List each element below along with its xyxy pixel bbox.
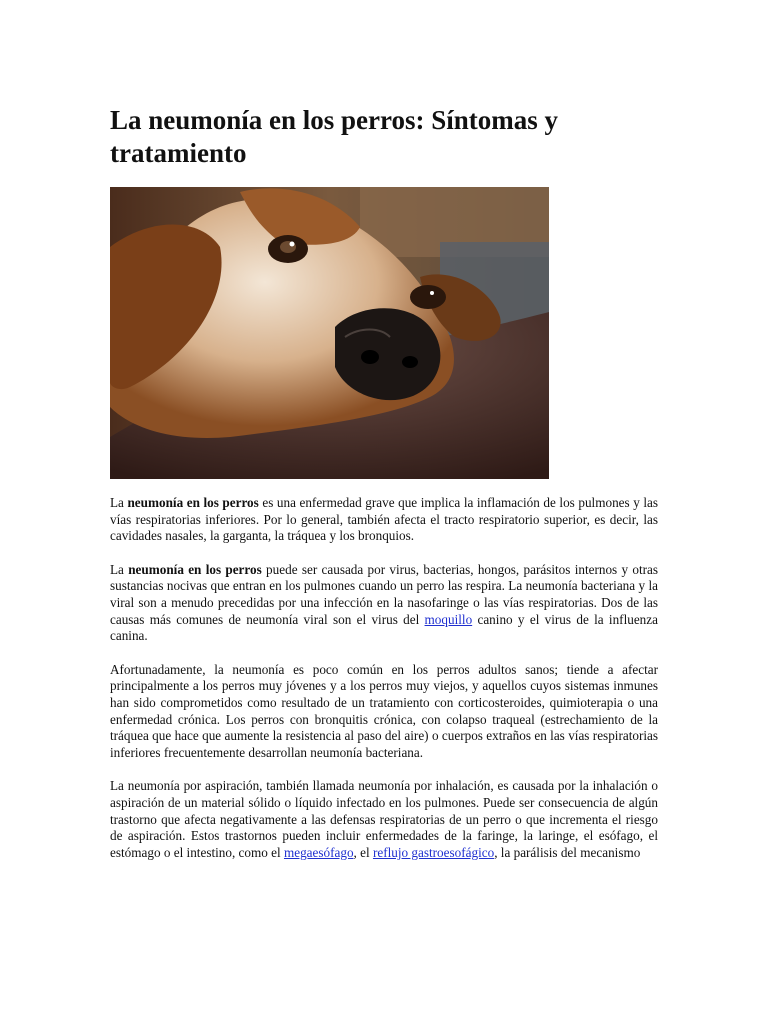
paragraph-4 <box>110 778 658 861</box>
paragraph-2 <box>110 562 658 645</box>
paragraph-2-text-2: puede ser causada por virus, bacterias, hongos, parásitos internos y otras sustancias nocivas que entran en los pulmones cuando un perro las respira. La neumonía bacteriana y la viral son a menudo precedidas por una infección en la nasofaringe o las vías respiratorias. Dos de las causas más comunes de neumonía viral son el virus del <box>110 561 659 627</box>
paragraph-2-text-1: La <box>110 561 129 577</box>
beagle-photo <box>110 187 549 479</box>
article-body <box>110 495 658 878</box>
paragraph-4-text-2: , el <box>353 844 373 860</box>
beagle-illustration <box>110 187 549 479</box>
link-reflujo-gastroesofagico[interactable]: reflujo gastroesofágico <box>372 844 495 860</box>
paragraph-3-text-1: Afortunadamente, la neumonía es poco común en los perros adultos sanos; tiende a afectar principalmente a los perros muy jóvenes y a los perros muy viejos, y aquellos cuyos sistemas inmunes han sido comprometidos como resultado de un tratamiento con corticosteroides, quimioterapia o una enfermedad crónica. Los perros con bronquitis crónica, con colapso traqueal (estrechamiento de la tráquea que hace que aumente la resistencia al paso del aire) o cuerpos extraños en las vías respiratorias inferiores frecuentemente desarrollan neumonía bacteriana. <box>110 661 658 760</box>
link-megaesofago[interactable]: megaesófago <box>283 844 354 860</box>
paragraph-1-text-2: es una enfermedad grave que implica la inflamación de los pulmones y las vías respiratorias inferiores. Por lo general, también afecta el tracto respiratorio superior, es decir, las cavidades nasales, la garganta, la tráquea y los bronquios. <box>110 495 658 544</box>
paragraph-4-text-1: La neumonía por aspiración, también llamada neumonía por inhalación, es causada por la inhalación o aspiración de un material sólido o líquido infectado en los pulmones. Puede ser consecuencia de algún trastorno que afecta negativamente a las defensas respiratorias de un perro o que incrementa el riesgo de aspiración. Estos trastornos pueden incluir enfermedades de la faringe, la laringe, el esófago, el estómago o el intestino, como el <box>110 778 658 860</box>
link-moquillo[interactable]: moquillo <box>424 611 473 627</box>
paragraph-1 <box>110 495 658 545</box>
paragraph-1-text-1: La <box>110 495 128 510</box>
paragraph-2-bold: neumonía en los perros <box>128 561 262 577</box>
article-title: La neumonía en los perros: Síntomas y tratamiento <box>110 105 559 168</box>
paragraph-4-text-3: , la parálisis del mecanismo <box>494 844 641 860</box>
paragraph-1-bold: neumonía en los perros <box>127 495 259 510</box>
paragraph-2-text-3: canino y el virus de la influenza canina. <box>110 611 658 644</box>
paragraph-3 <box>110 662 658 762</box>
